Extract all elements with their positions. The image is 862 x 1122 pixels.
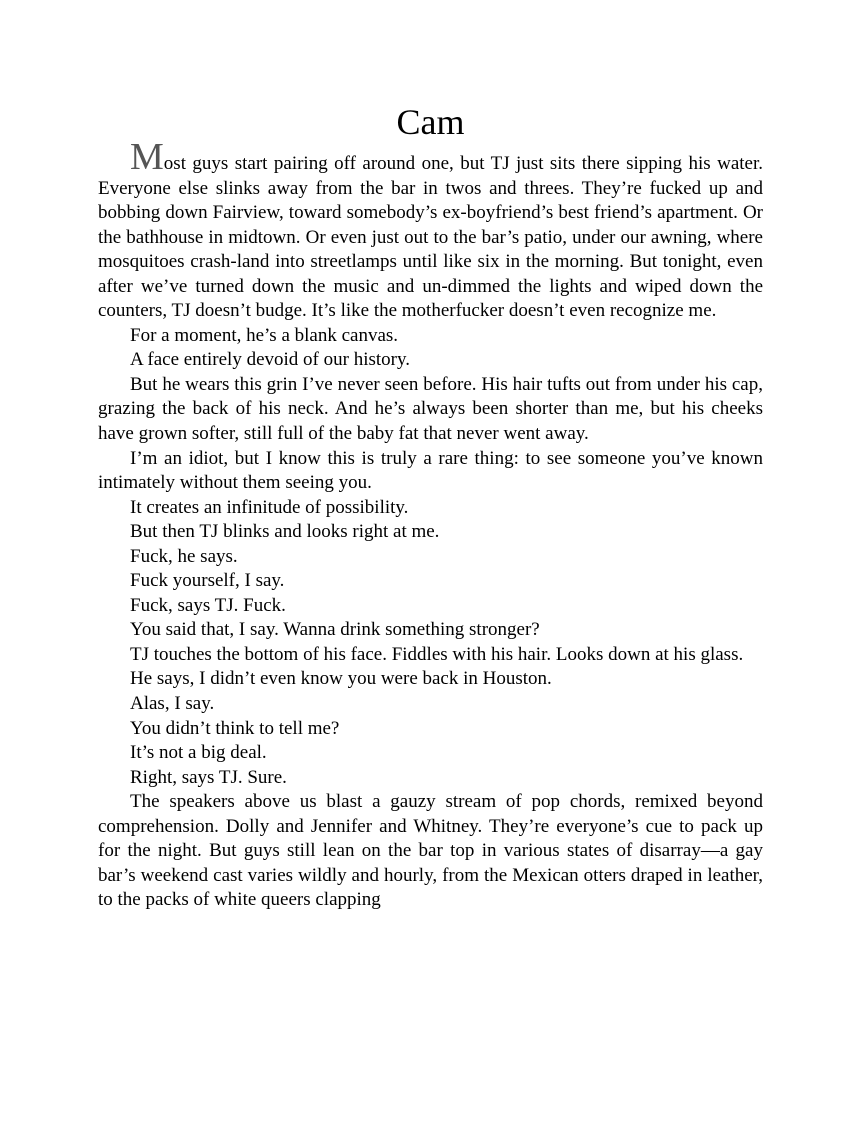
paragraph: It creates an infinitude of possibility. [130, 496, 409, 518]
paragraph: A face entirely devoid of our history. [130, 349, 410, 371]
paragraph: Fuck yourself, I say. [130, 570, 285, 592]
paragraph: Alas, I say. [130, 693, 215, 715]
paragraph-1 [98, 136, 763, 324]
paragraph: Fuck, he says. [130, 545, 238, 567]
paragraph: You said that, I say. Wanna drink something stronger? [130, 619, 540, 641]
paragraph: I’m an idiot, but I know this is truly a rare thing: to see someone you’ve known intimately without them seeing you. [98, 447, 763, 494]
paragraph: Fuck, says TJ. Fuck. [130, 594, 286, 616]
paragraph: He says, I didn’t even know you were back in Houston. [130, 668, 552, 690]
paragraph: For a moment, he’s a blank canvas. [130, 324, 399, 346]
paragraph: The speakers above us blast a gauzy stream of pop chords, remixed beyond comprehension. Dolly and Jennifer and Whitney. They’re everyone’s cue to pack up for the night. But guys still lean on the bar top in various states of disarray—a gay bar’s weekend cast varies wildly and hourly, from the Mexican otters draped in leather, to the packs of white queers clapping [98, 791, 763, 911]
chapter-title: Cam [396, 102, 465, 142]
paragraph: Right, says TJ. Sure. [130, 766, 287, 788]
paragraph: TJ touches the bottom of his face. Fiddles with his hair. Looks down at his glass. [130, 643, 744, 665]
paragraph: But then TJ blinks and looks right at me. [130, 521, 440, 543]
book-page [98, 98, 763, 913]
drop-cap: M [130, 136, 164, 178]
paragraph: It’s not a big deal. [130, 742, 267, 764]
paragraph-1-text: ost guys start pairing off around one, but TJ just sits there sipping his water. Everyone else slinks away from the bar in twos and threes. They’re fucked up and bobbing down Fairview, toward somebody’s ex-boyfriend’s best friend’s apartment. Or the bathhouse in midtown. Or even just out to the bar’s patio, under our awning, where mosquitoes crash-land into streetlamps until like six in the morning. But tonight, even after we’ve turned down the music and un-dimmed the lights and wiped down the counters, TJ doesn’t budge. It’s like the motherfucker doesn’t even recognize me. [98, 153, 763, 322]
paragraph: But he wears this grin I’ve never seen before. His hair tufts out from under his cap, grazing the back of his neck. And he’s always been shorter than me, but his cheeks have grown softer, still full of the baby fat that never went away. [98, 373, 763, 445]
paragraph: You didn’t think to tell me? [130, 717, 340, 739]
